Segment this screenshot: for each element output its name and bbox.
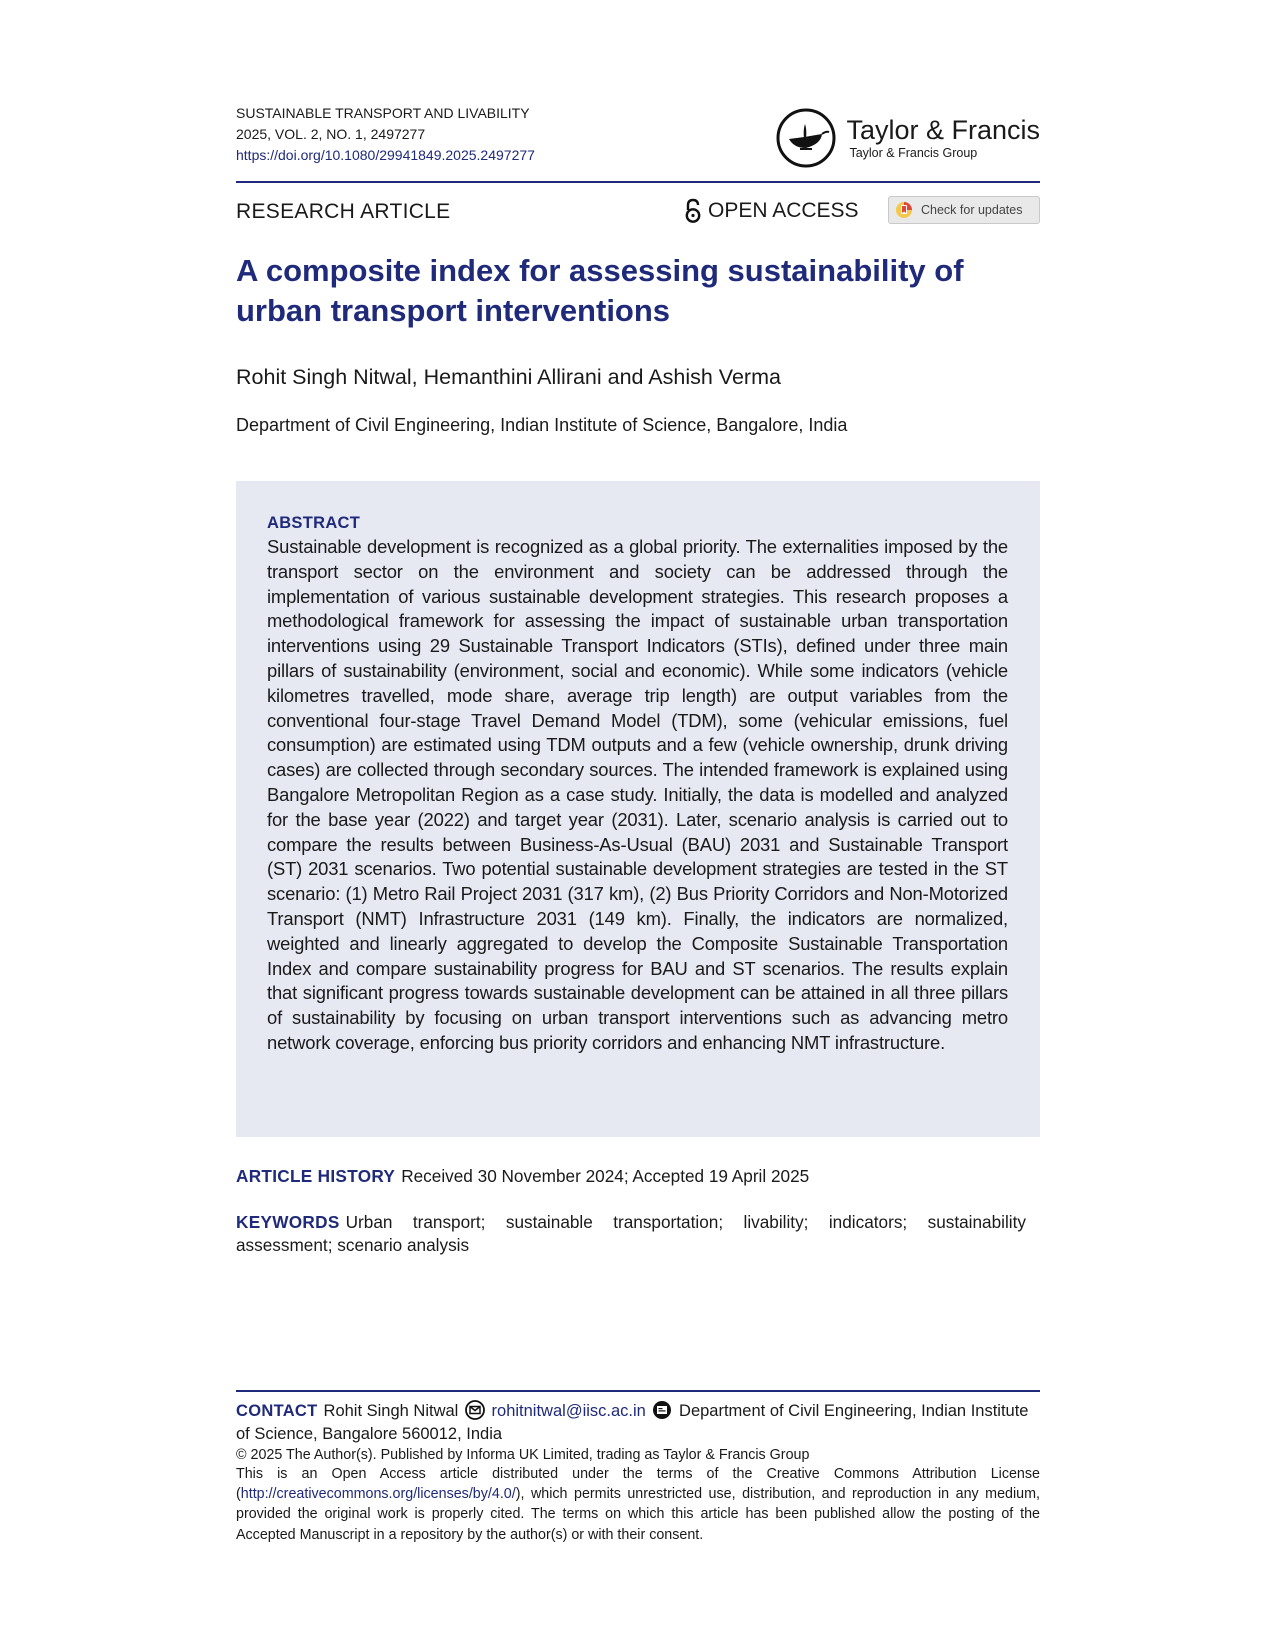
publisher-name: Taylor & Francis (846, 115, 1040, 145)
check-updates-label: Check for updates (921, 203, 1023, 217)
license-link[interactable]: http://creativecommons.org/licenses/by/4.0/ (240, 1486, 516, 1503)
open-access-badge (684, 198, 859, 224)
contact-address: Department of Civil Engineering, Indian Institute of Science, Bangalore 560012, India (236, 1402, 1029, 1443)
affiliation: Department of Civil Engineering, Indian Institute of Science, Bangalore, India (236, 415, 848, 435)
publisher-logo[interactable] (776, 108, 1040, 168)
article-title: A composite index for assessing sustainability of urban transport interventions (236, 253, 964, 328)
abstract-heading: ABSTRACT (267, 514, 361, 532)
volume-line: 2025, VOL. 2, NO. 1, 2497277 (236, 126, 426, 142)
license-text (236, 1464, 1040, 1545)
contact-label: CONTACT (236, 1402, 318, 1420)
abstract-body: Sustainable development is recognized as a global priority. The externalities imposed by the transport sector on the environment and society can be addressed through the implementation of various sustainable development strategies. This research proposes a methodological framework for assessing the impact of sustainable urban transportation interventions using 29 Sustainable Transport Indicators (STIs), defined under three main pillars of sustainability (environment, social and economic). While some indicators (vehicle kilometres travelled, mode share, average trip length) are output variables from the conventional four-stage Travel Demand Model (TDM), some (vehicular emissions, fuel consumption) are estimated using TDM outputs and a few (vehicle ownership, drunk driving cases) are collected through secondary sources. The intended framework is explained using Bangalore Metropolitan Region as a case study. Initially, the data is modelled and analyzed for the base year (2022) and target year (2031). Later, scenario analysis is carried out to compare the results between Business-As-Usual (BAU) 2031 and Sustainable Transport (ST) 2031 scenarios. Two potential sustainable development strategies are tested in the ST scenario: (1) Metro Rail Project 2031 (317 km), (2) Bus Priority Corridors and Non-Motorized Transport (NMT) Infrastructure 2031 (149 km). Finally, the indicators are normalized, weighted and linearly aggregated to develop the Composite Sustainable Transportation Index and compare sustainability progress for BAU and ST scenarios. The results explain that significant progress towards sustainable development can be attained in all three pillars of sustainability by focusing on urban transport interventions such as advancing metro network coverage, enforcing bus priority corridors and enhancing NMT infrastructure. (267, 536, 1008, 1053)
header-divider (236, 181, 1040, 183)
contact-name: Rohit Singh Nitwal (323, 1402, 459, 1420)
publisher-group: Taylor & Francis Group (849, 146, 978, 160)
article-type: RESEARCH ARTICLE (236, 200, 451, 223)
keywords-label: KEYWORDS (236, 1212, 340, 1232)
license-post: ), which permits unrestricted use, distribution, and reproduction in any medium, provided the original work is properly cited. The terms on which this article has been published allow the posting of the Accepted Manuscript in a repository by the author(s) or with their consent. (236, 1486, 1040, 1543)
open-access-label: OPEN ACCESS (708, 199, 859, 222)
author-list: Rohit Singh Nitwal, Hemanthini Allirani and Ashish Verma (236, 365, 781, 389)
journal-name: SUSTAINABLE TRANSPORT AND LIVABILITY (236, 105, 530, 121)
check-updates-button[interactable] (888, 196, 1040, 224)
contact-info (236, 1400, 1040, 1446)
footer-divider (236, 1390, 1040, 1392)
keywords (236, 1211, 1026, 1257)
license-pre: This is an Open Access article distributed under the terms of the Creative Commons Attribution License ( (236, 1466, 1040, 1503)
article-meta-row (236, 196, 1040, 228)
email-icon (465, 1400, 485, 1420)
open-lock-icon (684, 198, 702, 224)
contact-email[interactable]: rohitnitwal@iisc.ac.in (491, 1402, 646, 1420)
article-history-label: ARTICLE HISTORY (236, 1166, 396, 1186)
lamp-logo-icon (776, 108, 836, 168)
article-history-dates: Received 30 November 2024; Accepted 19 April 2025 (401, 1166, 810, 1186)
article-history (236, 1166, 1040, 1187)
doi-link[interactable]: https://doi.org/10.1080/29941849.2025.2497277 (236, 147, 535, 163)
abstract-panel (236, 481, 1040, 1137)
crossmark-icon (895, 201, 913, 219)
copyright-line: © 2025 The Author(s). Published by Informa UK Limited, trading as Taylor & Francis Group (236, 1447, 810, 1463)
journal-info (236, 103, 756, 166)
address-icon (652, 1400, 672, 1420)
keywords-list: Urban transport; sustainable transportation; livability; indicators; sustainability assessment; scenario analysis (236, 1212, 1026, 1255)
